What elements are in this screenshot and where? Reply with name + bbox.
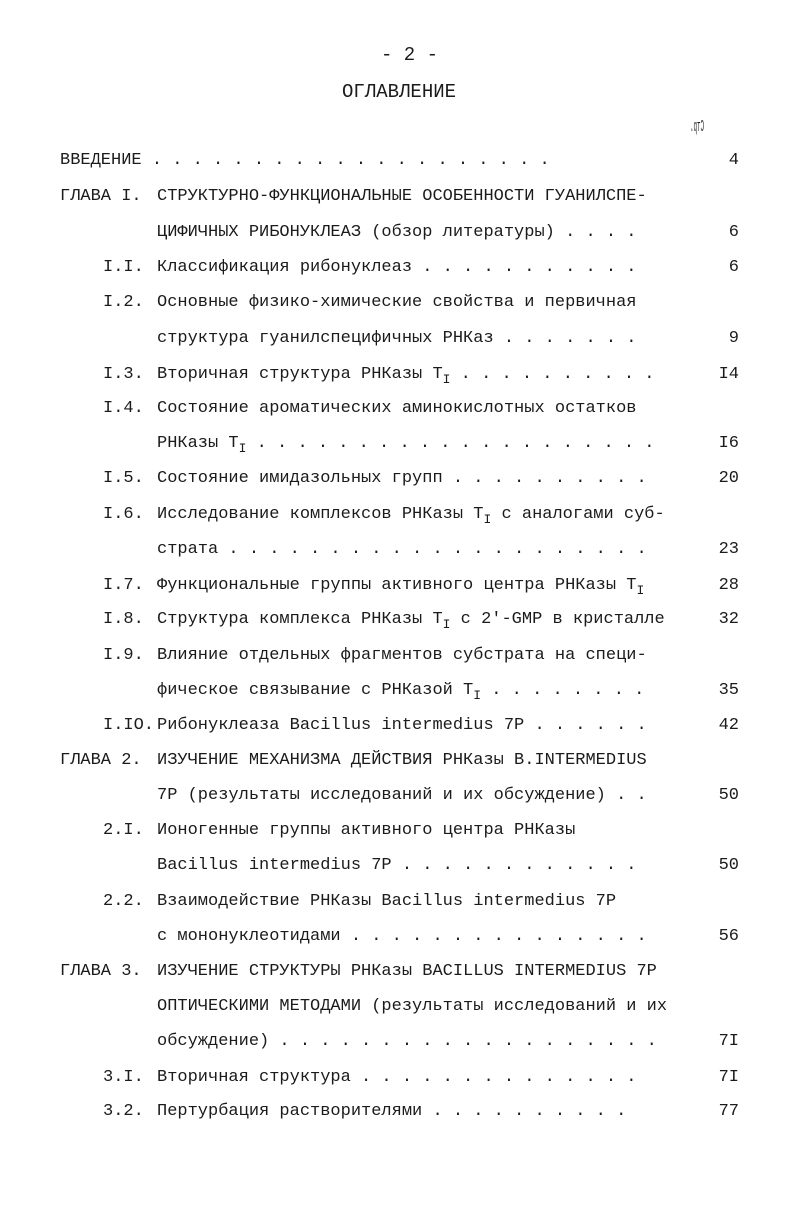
toc-line: с мононуклеотидами . . . . . . . . . . . . . . .	[157, 927, 647, 946]
toc-page: 42	[718, 716, 739, 735]
toc-line: Ионогенные группы активного центра РНКазы	[157, 821, 576, 840]
toc-text: Исследование комплексов РНКазы T	[157, 505, 484, 524]
toc-line: Основные физико-химические свойства и первичная	[157, 293, 637, 312]
toc-line	[157, 680, 644, 707]
toc-number: I.IO.	[103, 716, 155, 735]
toc-leader: . . . . . . . . . . . . . . . . . . . .	[256, 434, 655, 453]
toc-page: 56	[718, 927, 739, 946]
toc-line: Состояние имидазольных групп . . . . . . . . . .	[157, 469, 647, 488]
toc-page: 23	[718, 540, 739, 559]
toc-number: ГЛАВА 3.	[60, 962, 142, 981]
toc-number: 2.I.	[103, 821, 144, 840]
toc-leader: . . . . . . . . . .	[460, 365, 655, 384]
toc-line	[157, 504, 665, 531]
toc-page: 6	[728, 258, 739, 277]
toc-line: 7P (результаты исследований и их обсуждение) . .	[157, 786, 647, 805]
toc-line: ОПТИЧЕСКИМИ МЕТОДАМИ (результаты исследований и их	[157, 997, 668, 1016]
toc-number: 2.2.	[103, 892, 144, 911]
toc-line: ЦИФИЧНЫХ РИБОНУКЛЕАЗ (обзор литературы) . . . .	[157, 223, 637, 242]
toc-number: I.I.	[103, 258, 144, 277]
toc-page: 7I	[718, 1068, 739, 1087]
toc-line: страта . . . . . . . . . . . . . . . . . . . . .	[157, 540, 647, 559]
toc-line: Влияние отдельных фрагментов субстрата на специ-	[157, 646, 647, 665]
toc-title: ОГЛАВЛЕНИЕ	[342, 81, 457, 103]
toc-line: обсуждение) . . . . . . . . . . . . . . . . . . .	[157, 1032, 657, 1051]
toc-line	[157, 609, 665, 636]
toc-number: I.3.	[103, 365, 144, 384]
toc-page: 50	[718, 856, 739, 875]
toc-number: I.7.	[103, 576, 144, 595]
toc-page: I4	[718, 365, 739, 384]
toc-line: структура гуанилспецифичных РНКаз . . . . . . .	[157, 329, 637, 348]
subscript: I	[473, 688, 482, 703]
toc-page: 4	[728, 151, 739, 170]
toc-text: Вторичная структура РНКазы T	[157, 365, 443, 384]
toc-page: 32	[718, 610, 739, 629]
toc-page: 9	[728, 329, 739, 348]
toc-number: I.8.	[103, 610, 144, 629]
toc-page: 20	[718, 469, 739, 488]
toc-line: ИЗУЧЕНИЕ МЕХАНИЗМА ДЕЙСТВИЯ РНКазы B.INTERMEDIUS	[157, 751, 647, 770]
toc-number: I.2.	[103, 293, 144, 312]
subscript: I	[442, 372, 451, 387]
toc-line	[157, 575, 644, 602]
toc-page: 28	[718, 576, 739, 595]
toc-page: 6	[728, 223, 739, 242]
toc-number: ГЛАВА 2.	[60, 751, 142, 770]
toc-text: фическое связывание с РНКазой T	[157, 681, 474, 700]
toc-number: I.6.	[103, 505, 144, 524]
toc-text: РНКазы T	[157, 434, 239, 453]
toc-text: с аналогами суб-	[501, 505, 665, 524]
toc-line: ИЗУЧЕНИЕ СТРУКТУРЫ РНКазы BACILLUS INTERMEDIUS 7P	[157, 962, 657, 981]
subscript: I	[442, 617, 451, 632]
toc-number: 3.I.	[103, 1068, 144, 1087]
toc-number: I.9.	[103, 646, 144, 665]
subscript: I	[238, 441, 247, 456]
toc-number: I.5.	[103, 469, 144, 488]
toc-line: Вторичная структура . . . . . . . . . . . . . .	[157, 1068, 637, 1087]
toc-number: 3.2.	[103, 1102, 144, 1121]
toc-line	[157, 433, 655, 460]
toc-leader: . . . . . . . .	[491, 681, 645, 700]
page-number: - 2 -	[381, 44, 439, 66]
pages-column-header: Стр.	[690, 118, 704, 137]
subscript: I	[636, 583, 645, 598]
toc-text: Функциональные группы активного центра РНКазы T	[157, 576, 637, 595]
toc-line: Классификация рибонуклеаз . . . . . . . . . . .	[157, 258, 637, 277]
toc-line: Взаимодействие РНКазы Bacillus intermedius 7P	[157, 892, 617, 911]
toc-line	[157, 364, 655, 391]
toc-line: Рибонуклеаза Bacillus intermedius 7P . . . . . .	[157, 716, 647, 735]
toc-line: ВВЕДЕНИЕ . . . . . . . . . . . . . . . . . . . .	[60, 151, 550, 170]
toc-page: 35	[718, 681, 739, 700]
toc-page: 77	[718, 1102, 739, 1121]
toc-number: ГЛАВА I.	[60, 187, 142, 206]
toc-page: 7I	[718, 1032, 739, 1051]
toc-text: с 2'-GMP в кристалле	[460, 610, 665, 629]
toc-line: Пертурбация растворителями . . . . . . . . . .	[157, 1102, 627, 1121]
toc-page: I6	[718, 434, 739, 453]
subscript: I	[483, 512, 492, 527]
toc-line: СТРУКТУРНО-ФУНКЦИОНАЛЬНЫЕ ОСОБЕННОСТИ ГУАНИЛСПЕ-	[157, 187, 647, 206]
toc-line: Bacillus intermedius 7P . . . . . . . . . . . .	[157, 856, 637, 875]
toc-text: Структура комплекса РНКазы T	[157, 610, 443, 629]
toc-page: 50	[718, 786, 739, 805]
toc-number: I.4.	[103, 399, 144, 418]
toc-line: Состояние ароматических аминокислотных остатков	[157, 399, 637, 418]
